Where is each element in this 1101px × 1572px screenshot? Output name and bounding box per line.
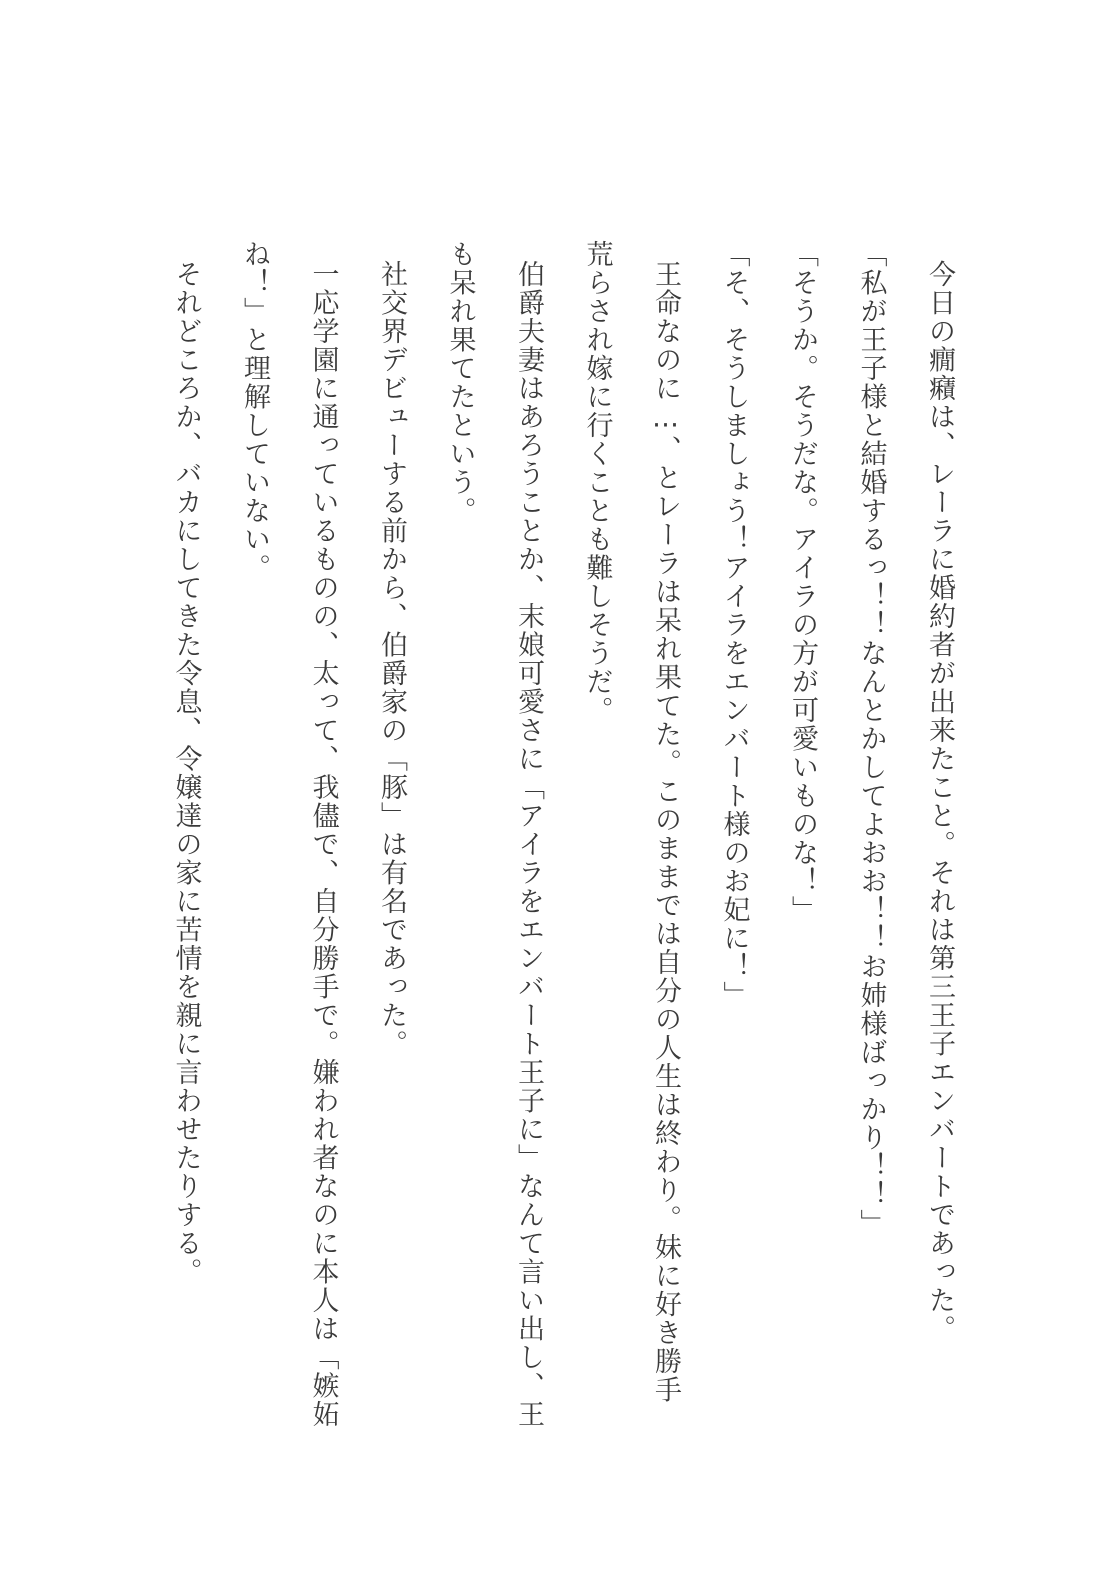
paragraph-line-10: 一応学園に通っているものの、太って、我儘で、自分勝手で。嫌われ者なのに本人は「嫉妬 xyxy=(307,260,339,1429)
paragraph-line-6: 荒らされ嫁に行くことも難しそうだ。 xyxy=(581,240,613,725)
paragraph-line-9: 社交界デビューする前から、伯爵家の「豚」は有名であった。 xyxy=(376,260,407,1058)
paragraph-line-8: も呆れ果てたという。 xyxy=(444,240,476,525)
dialogue-line-4: 「そ、そうしましょう！アイラをエンバート様のお妃に！」 xyxy=(718,240,750,1010)
dialogue-line-3: 「そうか。そうだな。アイラの方が可愛いものな！」 xyxy=(787,240,818,924)
paragraph-line-11: ね！」と理解していない。 xyxy=(239,240,270,582)
paragraph-line-12: それどころか、バカにしてきた令息、令嬢達の家に苦情を親に言わせたりする。 xyxy=(170,260,202,1286)
dialogue-line-2: 「私が王子様と結婚するっ！！なんとかしてよおお！！お姉様ばっかり！！」 xyxy=(855,240,887,1238)
paragraph-line-7: 伯爵夫妻はあろうことか、末娘可愛さに「アイラをエンバート王子に」なんて言い出し、王 xyxy=(513,260,544,1429)
paragraph-line-5: 王命なのに…、とレーラは呆れ果てた。このままでは自分の人生は終わり。妹に好き勝手 xyxy=(650,260,681,1404)
vertical-text-body xyxy=(151,240,973,1429)
paragraph-line-1: 今日の癇癪は、レーラに婚約者が出来たこと。それは第三王子エンバートであった。 xyxy=(924,260,955,1343)
